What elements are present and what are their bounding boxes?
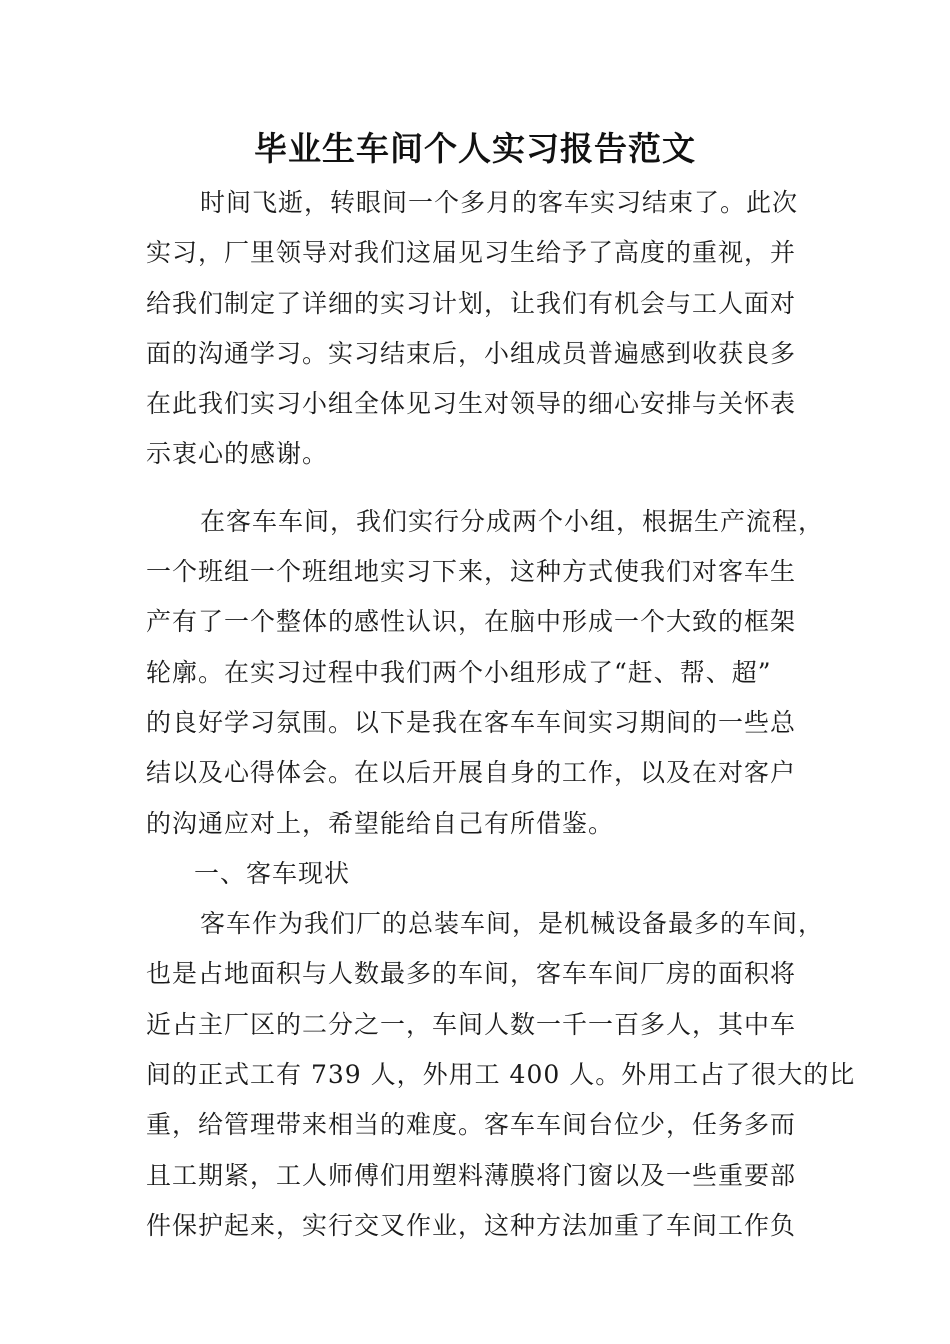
text-line: 的良好学习氛围。以下是我在客车车间实习期间的一些总 (146, 707, 797, 737)
text-line: 且工期紧，工人师傅们用塑料薄膜将门窗以及一些重要部 (146, 1160, 797, 1190)
text-line: 给我们制定了详细的实习计划，让我们有机会与工人面对 (146, 288, 797, 318)
text-line: 一个班组一个班组地实习下来，这种方式使我们对客车生 (146, 557, 797, 587)
text-line: 在此我们实习小组全体见习生对领导的细心安排与关怀表 (146, 389, 797, 419)
document-body (146, 178, 856, 1251)
paragraph-intro (146, 178, 836, 480)
paragraph-spacer (146, 480, 836, 497)
text-line: 间的正式工有 739 人，外用工 400 人。外用工占了很大的比 (146, 1060, 856, 1090)
text-line: 的沟通应对上，希望能给自己有所借鉴。 (146, 808, 615, 838)
section-heading: 一、客车现状 (194, 858, 351, 888)
text-line: 在客车车间，我们实行分成两个小组，根据生产流程， (200, 506, 825, 536)
text-line: 客车作为我们厂的总装车间，是机械设备最多的车间， (200, 909, 825, 939)
document-title: 毕业生车间个人实习报告范文 (254, 129, 696, 168)
text-line: 重，给管理带来相当的难度。客车车间台位少，任务多而 (146, 1110, 797, 1140)
text-line: 示衷心的感谢。 (146, 439, 329, 469)
paragraph-status (146, 899, 856, 1251)
text-line: 实习，厂里领导对我们这届见习生给予了高度的重视，并 (146, 238, 797, 268)
paragraph-workshop (146, 497, 836, 849)
text-line: 近占主厂区的二分之一，车间人数一千一百多人，其中车 (146, 1009, 797, 1039)
text-line: 结以及心得体会。在以后开展自身的工作，以及在对客户 (146, 758, 797, 788)
text-line: 轮廓。在实习过程中我们两个小组形成了“赶、帮、超” (146, 657, 772, 687)
text-line: 也是占地面积与人数最多的车间，客车车间厂房的面积将 (146, 959, 797, 989)
text-line: 件保护起来，实行交叉作业，这种方法加重了车间工作负 (146, 1210, 797, 1240)
text-line: 产有了一个整体的感性认识，在脑中形成一个大致的框架 (146, 607, 797, 637)
text-line: 时间飞逝，转眼间一个多月的客车实习结束了。此次 (200, 188, 799, 217)
text-line: 面的沟通学习。实习结束后，小组成员普遍感到收获良多 (146, 338, 797, 368)
